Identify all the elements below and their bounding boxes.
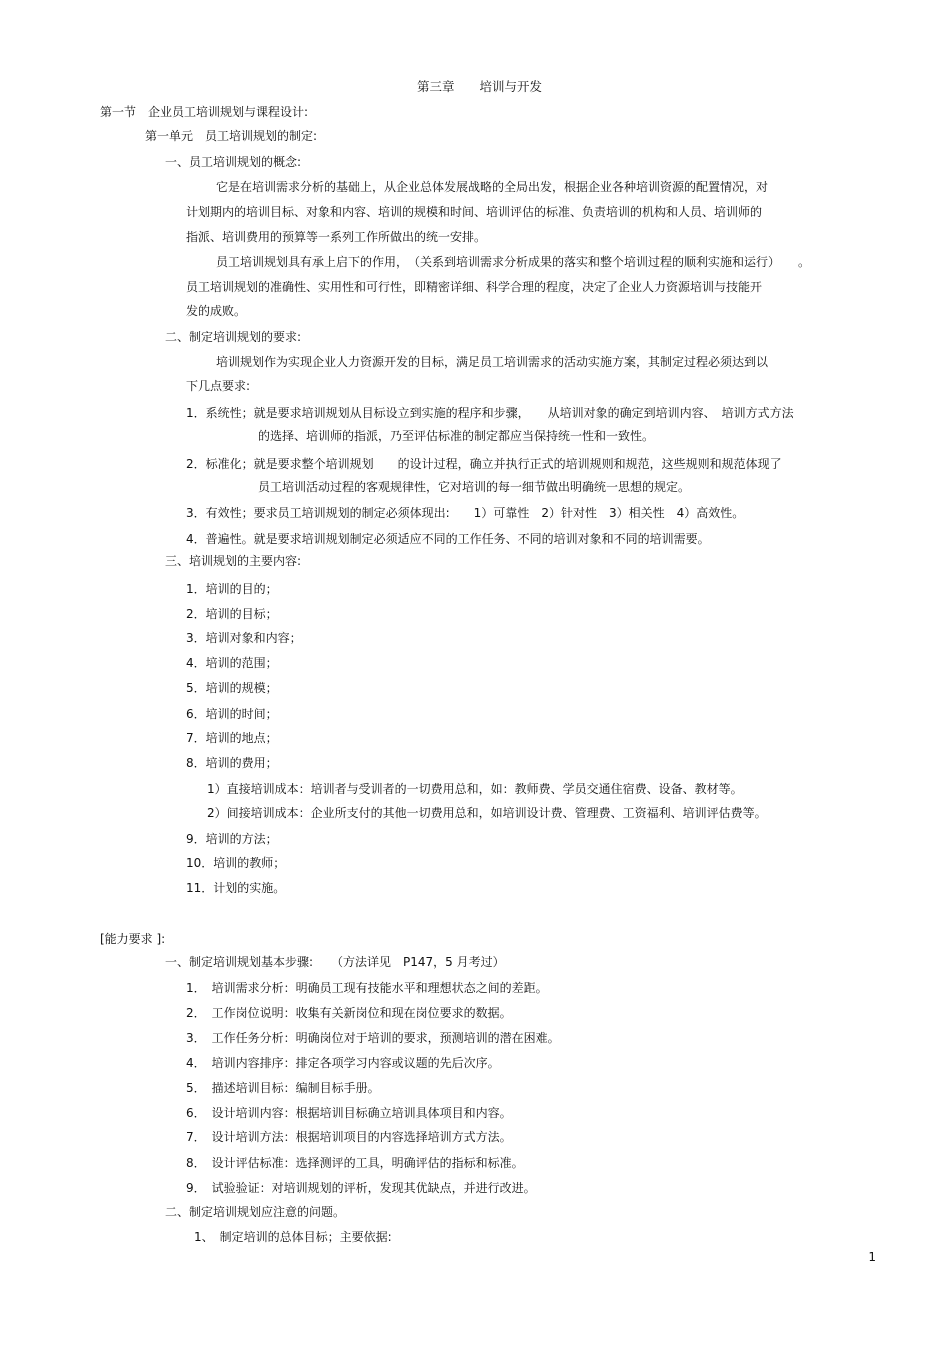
page-number: 1	[868, 1250, 876, 1264]
concept-heading: 一、员工培训规划的概念:	[165, 155, 302, 169]
step-item: 4． 培训内容排序：排定各项学习内容或议题的先后次序。	[186, 1056, 500, 1070]
paragraph-line: 培训规划作为实现企业人力资源开发的目标，满足员工培训需求的活动实施方案，其制定过程必须达到以	[216, 355, 769, 369]
paragraph-line: 员工培训规划具有承上启下的作用， （关系到培训需求分析成果的落实和整个培训过程的顺利实施和运行） 。	[216, 255, 811, 269]
list-item-continuation: 的选择、培训师的指派，乃至评估标准的制定都应当保持统一性和一致性。	[258, 429, 655, 443]
unit-heading: 第一单元 员工培训规划的制定:	[145, 129, 318, 143]
list-item: 2．培训的目标；	[186, 607, 278, 621]
list-item: 6．培训的时间；	[186, 707, 278, 721]
step-item: 7． 设计培训方法：根据培训项目的内容选择培训方式方法。	[186, 1130, 512, 1144]
list-item: 1．培训的目的；	[186, 582, 278, 596]
paragraph-line: 指派、培训费用的预算等一系列工作所做出的统一安排。	[186, 230, 487, 244]
list-item: 11．计划的实施。	[186, 881, 286, 895]
sub-list-item: 1）直接培训成本：培训者与受训者的一切费用总和，如：教师费、学员交通住宿费、设备、教材等。	[207, 782, 743, 796]
chapter-title: 第三章 培训与开发	[417, 79, 543, 94]
list-item: 4．培训的范围；	[186, 656, 278, 670]
sub-list-item: 2）间接培训成本：企业所支付的其他一切费用总和，如培训设计费、管理费、工资福利、培训评估费等。	[207, 806, 767, 820]
list-item: 7．培训的地点；	[186, 731, 278, 745]
ability-heading: [能力要求 ]:	[100, 932, 166, 946]
step-item: 5． 描述培训目标：编制目标手册。	[186, 1081, 380, 1095]
notes-heading: 二、制定培训规划应注意的问题。	[165, 1205, 346, 1219]
steps-heading: 一、制定培训规划基本步骤: （方法详见 P147，5 月考过）	[165, 955, 505, 969]
list-item: 5．培训的规模；	[186, 681, 278, 695]
paragraph-line: 发的成败。	[186, 304, 247, 318]
step-item: 8． 设计评估标准：选择测评的工具，明确评估的指标和标准。	[186, 1156, 524, 1170]
step-item: 1． 培训需求分析：明确员工现有技能水平和理想状态之间的差距。	[186, 981, 548, 995]
paragraph-line: 下几点要求:	[186, 379, 251, 393]
paragraph-line: 计划期内的培训目标、对象和内容、培训的规模和时间、培训评估的标准、负责培训的机构和人员、培训师的	[186, 205, 763, 219]
step-item: 3． 工作任务分析：明确岗位对于培训的要求，预测培训的潜在困难。	[186, 1031, 560, 1045]
list-item-continuation: 员工培训活动过程的客观规律性，它对培训的每一细节做出明确统一思想的规定。	[258, 480, 691, 494]
list-item: 1、 制定培训的总体目标；主要依据:	[194, 1230, 392, 1244]
step-item: 9． 试验验证：对培训规划的评析，发现其优缺点，并进行改进。	[186, 1181, 536, 1195]
list-item: 8．培训的费用；	[186, 756, 278, 770]
list-item: 10．培训的教师；	[186, 856, 286, 870]
contents-heading: 三、培训规划的主要内容:	[165, 554, 302, 568]
list-item: 4．普遍性。就是要求培训规划制定必须适应不同的工作任务、不同的培训对象和不同的培训需要。	[186, 532, 710, 546]
list-item: 2．标准化；就是要求整个培训规划 的设计过程，确立并执行正式的培训规则和规范，这些规则和规范体现了	[186, 457, 782, 471]
step-item: 6． 设计培训内容：根据培训目标确立培训具体项目和内容。	[186, 1106, 512, 1120]
list-item: 9．培训的方法；	[186, 832, 278, 846]
section-heading: 第一节 企业员工培训规划与课程设计:	[100, 105, 309, 119]
requirements-heading: 二、制定培训规划的要求:	[165, 330, 302, 344]
paragraph-line: 员工培训规划的准确性、实用性和可行性，即精密详细、科学合理的程度，决定了企业人力资源培训与技能开	[186, 280, 763, 294]
list-item: 3．有效性；要求员工培训规划的制定必须体现出: 1）可靠性 2）针对性 3）相关性 4）高效性。	[186, 506, 745, 520]
list-item: 1．系统性；就是要求培训规划从目标设立到实施的程序和步骤， 从培训对象的确定到培训内容、 培训方式方法	[186, 406, 794, 420]
step-item: 2． 工作岗位说明：收集有关新岗位和现在岗位要求的数据。	[186, 1006, 512, 1020]
paragraph-line: 它是在培训需求分析的基础上，从企业总体发展战略的全局出发，根据企业各种培训资源的配置情况，对	[216, 180, 769, 194]
list-item: 3．培训对象和内容；	[186, 631, 302, 645]
